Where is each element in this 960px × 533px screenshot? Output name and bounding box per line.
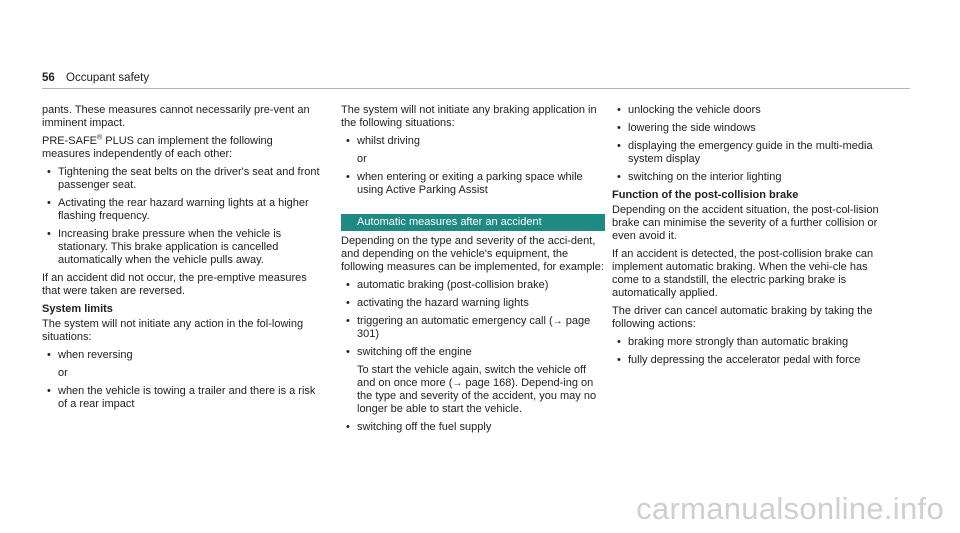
list-item: • automatic braking (post-collision brake) (341, 279, 605, 292)
list-item: • Increasing brake pressure when the vehicle is stationary. This brake application is cancelled automatically when the vehicle pulls away. (42, 228, 322, 267)
page-reference[interactable]: page 168). Depend-ing on the type and severity of the accident, you may no longer be able to start the vehicle. (357, 377, 597, 415)
registered-mark: ® (97, 134, 103, 142)
section-heading: Function of the post-collision brake (612, 189, 799, 201)
paragraph: pants. These measures cannot necessarily pre-vent an imminent impact. (42, 104, 310, 129)
subtext: To start the vehicle again, switch the vehicle off and on once more ( (357, 364, 587, 389)
list-item: • switching off the fuel supply (341, 421, 605, 434)
list-item-text: switching off the engine (357, 346, 472, 358)
list-item: • displaying the emergency guide in the multi-media system display (612, 140, 880, 166)
section-heading: System limits (42, 303, 113, 315)
list-item (341, 135, 605, 166)
column-3 (612, 104, 880, 372)
list-item: • unlocking the vehicle doors (612, 104, 880, 117)
or-text: or (357, 153, 367, 165)
paragraph: Depending on the accident situation, the post-col-lision brake can minimise the severity of a further collision or even avoid it. (612, 204, 879, 242)
section-title: Occupant safety (66, 72, 150, 84)
paragraph: If an accident is detected, the post-collision brake can implement automatic braking. When the vehi-cle has come to a standstill, the electric parking brake is automatically applied. (612, 248, 874, 299)
paragraph: The driver can cancel automatic braking by taking the following actions: (612, 305, 873, 330)
watermark: carmanualsonline.info (636, 491, 944, 526)
list-item: • Activating the rear hazard warning lights at a higher flashing frequency. (42, 197, 322, 223)
paragraph: If an accident did not occur, the pre-emptive measures that were taken are reversed. (42, 272, 307, 297)
section-banner: Automatic measures after an accident (341, 214, 605, 231)
bullet-list (612, 336, 880, 367)
paragraph: Depending on the type and severity of the acci-dent, and depending on the vehicle's equipment, the following measures can be implemented, for example: (341, 235, 604, 273)
list-item: • when the vehicle is towing a trailer and there is a risk of a rear impact (42, 385, 322, 411)
arrow-icon: → (452, 378, 463, 389)
paragraph: The system will not initiate any braking application in the following situations: (341, 104, 597, 129)
paragraph: The system will not initiate any action in the fol-lowing situations: (42, 318, 304, 343)
list-item-text: whilst driving (357, 135, 420, 147)
list-item (341, 315, 605, 341)
list-item-subtext (357, 364, 605, 416)
bullet-list (341, 135, 605, 197)
arrow-icon: → (552, 316, 563, 327)
column-1 (42, 104, 322, 416)
list-item: • braking more strongly than automatic braking (612, 336, 880, 349)
bullet-list (42, 166, 322, 267)
list-item-text: when reversing (58, 349, 133, 361)
list-item: • Tightening the seat belts on the driver's seat and front passenger seat. (42, 166, 322, 192)
page-header (42, 72, 149, 84)
paragraph (42, 135, 322, 161)
paragraph-text: PLUS can implement the following measures independently of each other: (42, 135, 273, 160)
list-item: • switching on the interior lighting (612, 171, 880, 184)
list-item: • when entering or exiting a parking space while using Active Parking Assist (341, 171, 605, 197)
list-item: • activating the hazard warning lights (341, 297, 605, 310)
list-item: • fully depressing the accelerator pedal with force (612, 354, 880, 367)
list-item-text: triggering an automatic emergency call ( (357, 315, 553, 327)
page-reference[interactable]: page 301) (357, 315, 591, 340)
column-2 (341, 104, 605, 439)
list-item (341, 346, 605, 416)
header-divider (42, 88, 910, 89)
list-item: • lowering the side windows (612, 122, 880, 135)
bullet-list (42, 349, 322, 411)
bullet-list (341, 279, 605, 434)
bullet-list (612, 104, 880, 184)
list-item (42, 349, 322, 380)
brand-name: PRE-SAFE (42, 135, 98, 147)
page-number: 56 (42, 72, 55, 84)
or-text: or (58, 367, 68, 379)
